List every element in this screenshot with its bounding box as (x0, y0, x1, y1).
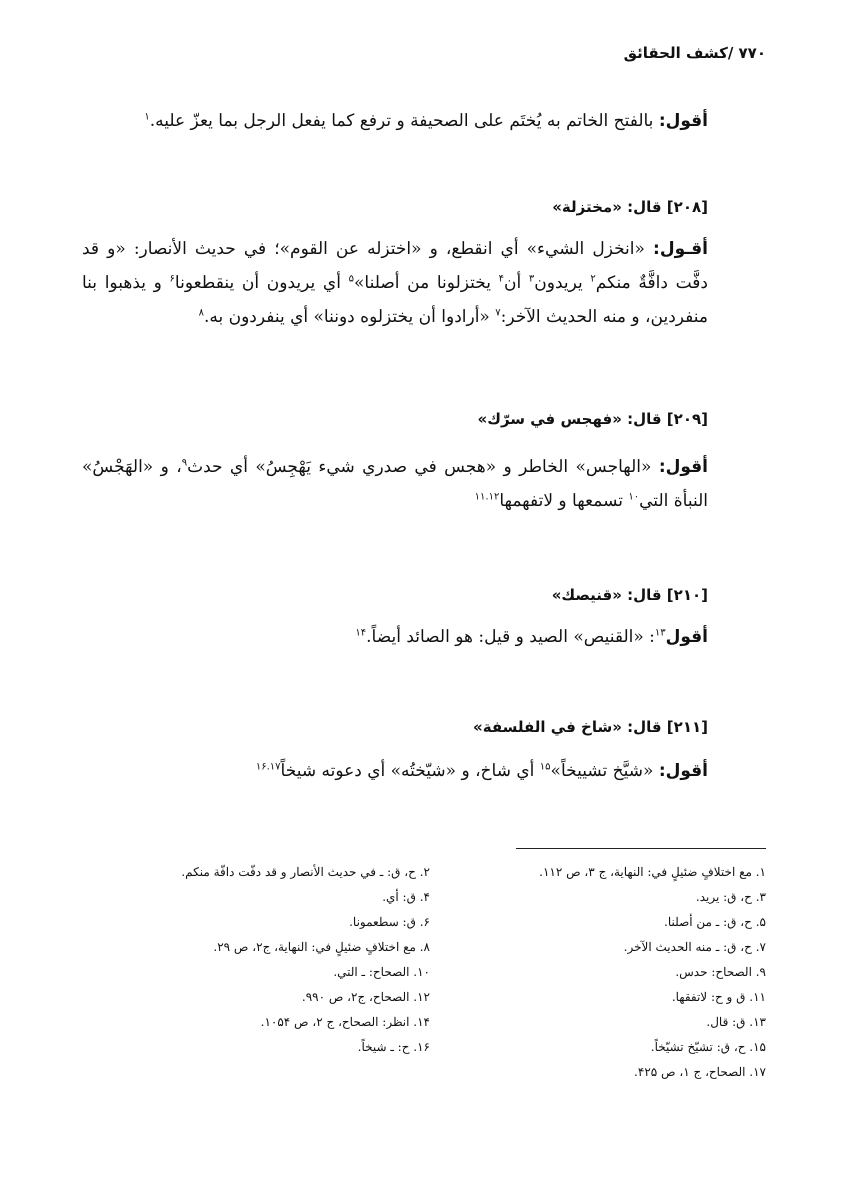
footnote: ۱۲. الصحاح، ج۲، ص ۹۹۰. (301, 990, 430, 1004)
entry-heading-208: [۲۰۸] قال: «مختزلة» (552, 198, 708, 216)
entry-heading-209: [۲۰۹] قال: «فهجس في سرّك» (477, 410, 708, 428)
footnote: ۱۴. انظر: الصحاح، ج ۲، ص ۱۰۵۴. (260, 1015, 430, 1029)
footnote: ۳. ح، ق: يريد. (695, 890, 766, 904)
footnote-ref: .۱۷ (266, 761, 281, 773)
paragraph-lead: أقول (665, 627, 708, 647)
footnotes-left-column (90, 860, 430, 1060)
footnote: ۶. ق: سطعمونا. (349, 915, 430, 929)
footnote-ref: .۱۲ (485, 491, 500, 503)
entry-paragraph-208 (82, 232, 708, 334)
entry-heading-211: [۲۱۱] قال: «شاخ في الفلسفة» (473, 718, 708, 736)
footnote-ref: ۱ (144, 111, 150, 123)
paragraph-text: «أرادوا أن يختزلوه دوننا» أي ينفردون به. (203, 307, 496, 327)
paragraph-lead: أقول: (658, 457, 708, 477)
paragraph-lead: أقول: (658, 111, 708, 131)
footnote: ۹. الصحاح: حدس. (675, 965, 766, 979)
paragraph-text: : «القنيص» الصيد و قيل: هو الصائد أيضاً. (366, 627, 655, 647)
running-header: ۷۷۰ /کشف الحقائق (623, 44, 766, 62)
footnote: ۸. مع اختلافٍ ضئيلٍ في: النهاية، ج۲، ص ۲۹. (213, 940, 430, 954)
paragraph-text: ، و «الهَجْسُ» النبأة التي (82, 457, 708, 511)
footnote-ref: ۵ (348, 273, 354, 285)
footnote-ref: ۷ (495, 307, 501, 319)
footnote-ref: ۱۱ (474, 491, 486, 503)
footnote-ref: ۱۶ (255, 761, 267, 773)
footnote: ۱۱. ق و ح: لاتفقها. (671, 990, 766, 1004)
footnotes-right-column (466, 860, 766, 1085)
entry-heading-210: [۲۱۰] قال: «قنيصك» (551, 586, 708, 604)
footnote: ۱۳. ق: قال. (706, 1015, 766, 1029)
footnote: ۱۰. الصحاح: ـ التي. (333, 965, 430, 979)
entry-paragraph-211 (82, 754, 708, 788)
footnote-ref: ۶ (169, 273, 175, 285)
entry-paragraph-210 (82, 620, 708, 654)
paragraph-text: يريدون (534, 273, 591, 293)
footnote-ref: ۱۴ (355, 627, 367, 639)
footnote-ref: ۱۳ (654, 627, 666, 639)
paragraph-text: أي يريدون أن ينقطعونا (174, 273, 349, 293)
paragraph-text: تسمعها و لاتفهمها (499, 491, 629, 511)
footnote-ref: ۸ (198, 307, 204, 319)
footnote-separator (516, 848, 766, 849)
paragraph-text: يختزلونا من أصلنا» (353, 273, 499, 293)
intro-paragraph (82, 104, 708, 138)
footnote-ref: ۱۵ (539, 761, 551, 773)
footnote: ۱۵. ح، ق: تشيّخ تشيّخاً. (650, 1040, 766, 1054)
footnote: ۵. ح، ق: ـ من أصلنا. (664, 915, 766, 929)
paragraph-text: «الهاجس» الخاطر و «هجس في صدري شيء يَهْجِسُ» أي حدث (187, 457, 659, 477)
footnote: ۱۶. ح: ـ شيخاً. (357, 1040, 430, 1054)
footnote: ۱۷. الصحاح، ج ۱، ص ۴۲۵. (634, 1065, 766, 1079)
footnote-ref: ۳ (528, 273, 535, 285)
paragraph-text: و يذهبوا بنا منفردين، و منه الحديث الآخر: (82, 273, 708, 327)
footnote-ref: ۲ (590, 273, 596, 285)
footnote: ۱. مع اختلافٍ ضئيلٍ في: النهاية، ج ۳، ص ۱۱۲. (539, 865, 766, 879)
paragraph-text: بالفتح الخاتم به يُختَم على الصحيفة و ترفع كما يفعل الرجل بما يعزّ عليه. (149, 111, 659, 131)
entry-paragraph-209 (82, 450, 708, 518)
paragraph-lead: أقـول: (653, 239, 708, 259)
footnote: ۲. ح، ق: ـ في حديث الأنصار و قد دفّت دافّة منكم. (181, 865, 430, 879)
paragraph-text: «شيَّخ تشييخاً» (550, 761, 659, 781)
footnote-ref: ۴ (498, 273, 505, 285)
footnote-ref: ۹ (181, 457, 188, 469)
footnote-ref: ۱۰ (628, 491, 640, 503)
paragraph-text: أن (504, 273, 529, 293)
paragraph-lead: أقول: (658, 761, 708, 781)
paragraph-text: أي شاخ، و «شيّختُه» أي دعوته شيخاً (280, 761, 540, 781)
footnote: ۴. ق: أي. (382, 890, 430, 904)
footnote: ۷. ح، ق: ـ منه الحديث الآخر. (623, 940, 766, 954)
paragraph-text: «انخزل الشيء» أي انقطع، و «اختزله عن القوم»؛ في حديث الأنصار: «و قد دفَّت دافَّةٌ منكم (82, 239, 709, 293)
